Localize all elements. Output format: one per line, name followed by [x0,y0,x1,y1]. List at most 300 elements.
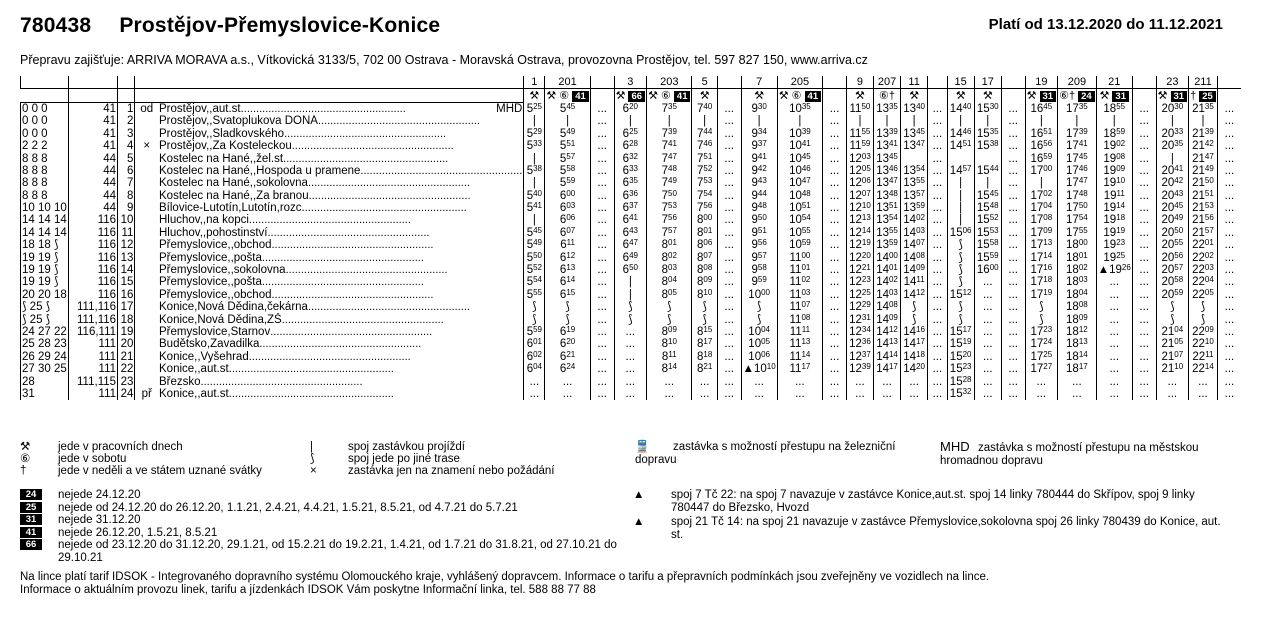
time-minutes: 09 [916,263,925,273]
trip-time: $13^{45}$ [874,152,901,164]
trip-time: $21^{39}$ [1189,128,1218,140]
trip-time: ⟆ [524,301,545,313]
note-item [633,516,1233,541]
train-icon: 🚆 [635,441,650,453]
trip-time: $20^{41}$ [1156,165,1189,177]
trip-time: $10^{41}$ [777,140,822,152]
leader-dots: ..................................................... [286,152,449,165]
time-minutes: 19 [962,338,972,347]
time-minutes: 03 [916,226,925,235]
stop-km: ⟆ 25 ⟆ [21,301,69,313]
time-minutes: 05 [1174,338,1184,347]
trip-time: ... [777,375,822,387]
time-minutes: 21 [861,263,871,273]
gap-cell: ... [928,388,947,400]
time-minutes: 19 [566,325,576,334]
stop-name-text: Kostelec na Hané,,Za branou [159,189,309,202]
gap-cell: ... [928,152,947,164]
tpz-header [68,76,117,89]
time-minutes: 02 [916,214,925,223]
trip-time: ... [614,375,647,387]
stop-name-text: Hluchov,,na kopci [159,214,249,227]
trip-time: $14^{00}$ [874,251,901,263]
stop-name-text: Přemyslovice,,obchod [159,239,272,252]
gap-cell: ... [823,251,847,263]
time-minutes: 11 [1205,350,1214,359]
time-minutes: 21 [703,362,713,372]
trip-time: $5^{25}$ [524,102,545,115]
stop-name [158,388,524,400]
trip-time: ... [614,351,647,363]
trip-time: $12^{05}$ [846,165,873,177]
legend-text: jede v sobotu [58,453,127,465]
stop-row [21,165,1278,177]
stop-name [158,338,524,350]
time-minutes: 16 [1043,263,1053,273]
gap-cell: ... [1001,388,1025,400]
trip-time: $17^{09}$ [1025,227,1058,239]
stop-tc: 16 [118,289,135,301]
time-minutes: 08 [1116,152,1126,161]
mark-symbol: ⑥ [559,89,573,102]
trip-time: $21^{56}$ [1189,214,1218,226]
gap-cell: ... [823,351,847,363]
trip-time: $13^{55}$ [874,227,901,239]
time-minutes: 51 [1043,127,1053,136]
time-minutes: 54 [703,189,713,198]
stop-tc: 9 [118,202,135,214]
trip-time: $15^{52}$ [974,214,1001,226]
time-minutes: 27 [1043,362,1053,372]
legend-symbol: ⟆ [310,453,315,465]
trip-time: $20^{50}$ [1156,227,1189,239]
stop-tc: 2 [118,115,135,127]
legend-text: zastávka s možností přestupu na městskou hromadnou dopravu [940,442,1199,467]
stop-flag [135,276,158,288]
stop-name [158,140,524,152]
mark-symbol: ⚒ [955,89,966,102]
trip-time: $20^{43}$ [1156,190,1189,202]
trip-time: $18^{59}$ [1096,128,1132,140]
trip-time: $21^{10}$ [1156,363,1189,375]
gap-cell: ... [717,301,741,313]
trip-time: ... [524,375,545,387]
trip-time: $8^{05}$ [647,289,692,301]
stop-flag [135,351,158,363]
trip-time: | [1025,115,1058,127]
trip-time: $8^{15}$ [692,326,717,338]
stop-flag [135,301,158,313]
stop-name [158,165,524,177]
time-minutes: 59 [757,276,767,285]
stop-flag [135,264,158,276]
gap-cell: ... [590,102,614,115]
trip-time: ... [1096,363,1132,375]
time-minutes: 09 [1116,164,1126,173]
time-minutes: 56 [1204,214,1214,223]
gap-cell: ... [823,128,847,140]
time-minutes: 51 [1204,189,1214,198]
gap-cell: ... [823,388,847,400]
gap-cell: ... [1217,351,1241,363]
time-minutes: 02 [1043,189,1053,198]
time-minutes: 40 [916,102,925,111]
trip-time: $16^{51}$ [1025,128,1058,140]
time-minutes: 17 [703,338,713,347]
legend-text: zastávka s možností přestupu na železniční dopravu [635,441,896,466]
stop-km: ⟆ 25 ⟆ [21,313,69,325]
trip-time: ... [647,388,692,400]
code-item [20,539,620,564]
time-minutes: 12 [566,251,576,260]
trip-time: $9^{44}$ [741,190,777,202]
time-minutes: 10 [668,338,677,347]
trip-time: ... [974,301,1001,313]
trip-time: $7^{46}$ [692,140,717,152]
trip-time: $6^{41}$ [614,214,647,226]
line-number: 780438 [20,14,92,37]
legend-text: zastávka jen na znamení nebo požádání [348,465,555,477]
trip-time: $7^{39}$ [647,128,692,140]
trip-time: $21^{51}$ [1189,190,1218,202]
trip-time: ... [974,276,1001,288]
note-symbol: ▲ [633,489,645,501]
stop-flag [135,239,158,251]
stop-name-text: Přemyslovice,,sokolovna [159,264,286,277]
stop-flag [135,313,158,325]
trip-time: ... [1096,301,1132,313]
time-minutes: 51 [801,201,811,211]
trip-time: $6^{49}$ [614,251,647,263]
time-minutes: 23 [1043,325,1053,334]
time-minutes: 20 [566,338,576,347]
trip-time: | [1025,177,1058,189]
gap-cell: ... [823,264,847,276]
trip-time: $8^{03}$ [647,264,692,276]
trip-time: $14^{02}$ [874,276,901,288]
time-minutes: 51 [703,152,713,161]
time-minutes: 16 [916,325,925,334]
trip-time: $14^{57}$ [947,165,974,177]
trip-time: ... [1189,388,1218,400]
gap-cell: ... [590,239,614,251]
trip-time: $8^{17}$ [692,338,717,350]
time-minutes: 46 [703,139,713,149]
stop-name [158,375,524,387]
leader-dots: ..................................................... [248,350,411,363]
stop-tc: 6 [118,165,135,177]
trip-time: | [874,115,901,127]
stop-flag [135,289,158,301]
gap-cell: ... [590,264,614,276]
time-minutes: 49 [566,127,576,136]
time-minutes: 20 [916,362,925,372]
trip-time: $6^{25}$ [614,128,647,140]
trip-time: $17^{13}$ [1025,239,1058,251]
legend-symbol: † [20,465,27,477]
trip-time: $19^{09}$ [1096,165,1132,177]
trip-time: | [647,115,692,127]
gap-cell: ... [1217,202,1241,214]
time-minutes: 50 [861,102,871,111]
trip-time: $13^{54}$ [901,165,928,177]
leader-dots: ..................................................... [243,102,406,115]
trip-number: 7 [741,76,777,89]
trip-time: $14^{40}$ [947,102,974,115]
time-minutes: 12 [962,288,972,297]
stop-row [21,313,1278,325]
trip-time: ... [1096,375,1132,387]
gap-header [1217,76,1241,89]
trip-time: | [741,115,777,127]
time-minutes: 02 [668,251,677,260]
time-minutes: 25 [861,288,871,297]
stop-row [21,102,1278,115]
trip-time: ... [974,313,1001,325]
stop-name-text: Přemyslovice,,pošta [159,276,262,289]
time-minutes: 08 [801,313,811,322]
gap-cell: ... [590,190,614,202]
code-text: nejede 24.12.20 [58,489,141,501]
stop-flag [135,202,158,214]
trip-time: $8^{09}$ [692,276,717,288]
trip-marks [1025,89,1058,102]
trip-time: $10^{51}$ [777,202,822,214]
trip-time: $20^{30}$ [1156,102,1189,115]
time-minutes: 29 [861,301,871,310]
trip-number: 203 [647,76,692,89]
stop-km: 8 8 8 [21,165,69,177]
trip-time: $9^{58}$ [741,264,777,276]
trip-time: $16^{59}$ [1025,152,1058,164]
stop-tpz: 41 [68,128,117,140]
gap-cell: ... [1001,128,1025,140]
time-minutes: 01 [703,226,713,235]
time-minutes: 55 [801,226,811,235]
trip-time: ⟆ [545,313,590,325]
time-minutes: 26 [1121,263,1131,273]
time-minutes: 45 [566,102,576,111]
leader-dots: ..................................................... [308,189,471,202]
code-badge: 25 [20,502,42,513]
trip-time: $17^{48}$ [1058,190,1097,202]
time-minutes: 49 [668,177,677,186]
trip-time: $5^{58}$ [545,165,590,177]
time-minutes: 57 [1204,226,1214,235]
trip-time: | [947,115,974,127]
time-minutes: 50 [757,214,767,223]
gap-cell: ... [928,177,947,189]
time-minutes: 54 [533,276,543,285]
gap-cell: ... [928,313,947,325]
code-badge: 31 [1040,91,1057,102]
stop-tpz: 41 [68,140,117,152]
time-minutes: 53 [989,226,999,235]
trip-time: $15^{45}$ [974,190,1001,202]
gap-cell: ... [717,326,741,338]
time-minutes: 46 [962,127,972,136]
trip-time: $14^{09}$ [874,313,901,325]
trip-time: $11^{13}$ [777,338,822,350]
time-minutes: 03 [801,288,811,297]
gap-cell: ... [590,227,614,239]
stop-row [21,326,1278,338]
stop-name-text: Přemyslovice,Štarnov [159,326,271,338]
trip-time: $19^{11}$ [1096,190,1132,202]
gap-cell: ... [823,363,847,375]
stop-km: 26 29 24 [22,350,67,363]
stop-tc: 15 [118,276,135,288]
trip-time: $15^{30}$ [974,102,1001,115]
time-minutes: 02 [533,350,543,359]
gap-cell: ... [823,202,847,214]
trip-time: ... [846,388,873,400]
gap-cell: ... [717,388,741,400]
trip-time: ... [1025,388,1058,400]
time-minutes: 11 [566,239,575,248]
time-minutes: 49 [1174,214,1184,223]
stop-row [21,202,1278,214]
stop-name-text: Konice,,aut.st. [159,387,232,400]
trip-time: ... [974,289,1001,301]
stop-row [21,375,1278,387]
trip-time: $20^{56}$ [1156,251,1189,263]
leader-dots: ..................................................... [270,326,433,338]
trip-time: $18^{09}$ [1058,313,1097,325]
trip-time: ⟆ [901,301,928,313]
leader-dots: ..................................................... [304,202,467,215]
trip-time: $13^{55}$ [901,177,928,189]
trip-time: ... [692,388,717,400]
od-header [135,76,158,89]
footer-info: Informace o aktuálním provozu linek, tarifu a jízdenkách IDSOK Vám poskytne Informační linka, tel. 588 88 77 88 [20,583,596,596]
time-minutes: 14 [668,362,677,372]
trip-marks [777,89,822,102]
legend-item [20,441,305,454]
time-minutes: 14 [1078,350,1088,359]
gap-cell: ... [928,363,947,375]
time-minutes: 54 [801,214,811,223]
stop-name [158,102,524,115]
trip-time: $19^{25}$ [1096,251,1132,263]
trip-time: ⟆ [947,264,974,276]
time-minutes: 02 [1078,263,1088,273]
stop-name-text: Přemyslovice,,obchod [159,288,272,301]
stop-name-text: Přemyslovice,,pošta [159,251,262,264]
stop-tc: 8 [118,190,135,202]
time-minutes: 35 [668,102,677,111]
marks-spacer [118,89,135,102]
trip-time: $16^{00}$ [974,264,1001,276]
gap-cell: ... [717,363,741,375]
stop-km: 14 14 14 [22,226,67,239]
gap-cell: ... [928,165,947,177]
time-minutes: 18 [703,350,713,359]
trip-time: $8^{21}$ [692,363,717,375]
trip-time: $6^{00}$ [545,190,590,202]
gap-cell: ... [823,301,847,313]
trip-time: $5^{33}$ [524,140,545,152]
stop-row [21,289,1278,301]
stop-km: 8 8 8 [21,177,69,189]
gap-cell: ... [1132,338,1156,350]
stop-tpz: 111 [68,338,117,350]
trip-number: 17 [974,76,1001,89]
trip-time: $6^{14}$ [545,276,590,288]
trip-time: $18^{12}$ [1058,326,1097,338]
code-badge: 66 [20,539,42,550]
time-minutes: 48 [1078,189,1088,198]
time-minutes: 18 [916,350,925,359]
time-minutes: 59 [1116,127,1126,136]
time-minutes: 08 [1078,301,1088,310]
time-minutes: 14 [801,350,811,359]
trip-time [901,152,928,164]
stop-tpz: 44 [68,152,117,164]
code-badge: 66 [628,91,645,102]
trip-time: ⟆ [1156,313,1189,325]
stop-flag: × [143,140,151,153]
gap-cell: ... [928,251,947,263]
trip-time: $13^{46}$ [874,165,901,177]
trip-time: $8^{08}$ [692,264,717,276]
stop-km: 0 0 0 [21,128,69,140]
trip-number: 5 [692,76,717,89]
code-badge: 31 [1171,91,1188,102]
trip-time: ... [524,388,545,400]
time-minutes: 07 [861,189,871,198]
trip-time: | [846,115,873,127]
time-minutes: 06 [861,177,871,186]
gap-header [928,76,947,89]
time-minutes: 32 [962,387,972,396]
mark-symbol: ⚒ [982,89,993,102]
trip-time: $9^{59}$ [741,276,777,288]
trip-time: $6^{20}$ [545,338,590,350]
trip-time: | [947,202,974,214]
trip-time: $6^{12}$ [545,251,590,263]
stop-row [21,388,1278,400]
time-minutes: 33 [1174,127,1184,136]
time-minutes: 09 [888,313,898,322]
trip-time: $9^{57}$ [741,251,777,263]
gap-cell: ... [1132,313,1156,325]
time-minutes: 41 [1174,164,1184,173]
trip-time: $17^{25}$ [1025,351,1058,363]
time-minutes: 08 [888,301,898,310]
trip-time: ... [1096,326,1132,338]
stop-flag: př [141,387,152,400]
trip-marks [974,89,1001,102]
gap-cell: ... [1132,115,1156,127]
time-minutes: 47 [668,152,677,161]
time-minutes: 48 [888,189,898,198]
gap-cell: ... [823,289,847,301]
legend-symbol: | [310,441,313,453]
stop-name-text: Prostějov,,Svatoplukova DONA [159,115,318,128]
time-minutes: 08 [1043,214,1053,223]
stop-row [21,264,1278,276]
trip-time: ... [874,388,901,400]
stop-km: 19 19 ⟆ [21,251,69,263]
trip-time: $22^{02}$ [1189,251,1218,263]
time-minutes: 51 [888,201,898,211]
stop-name-text: Kostelec na Hané,,sokolovna [159,177,308,190]
time-minutes: 41 [629,214,638,223]
trip-time: $7^{50}$ [647,190,692,202]
gap-cell: ... [823,276,847,288]
time-minutes: 58 [989,239,999,248]
